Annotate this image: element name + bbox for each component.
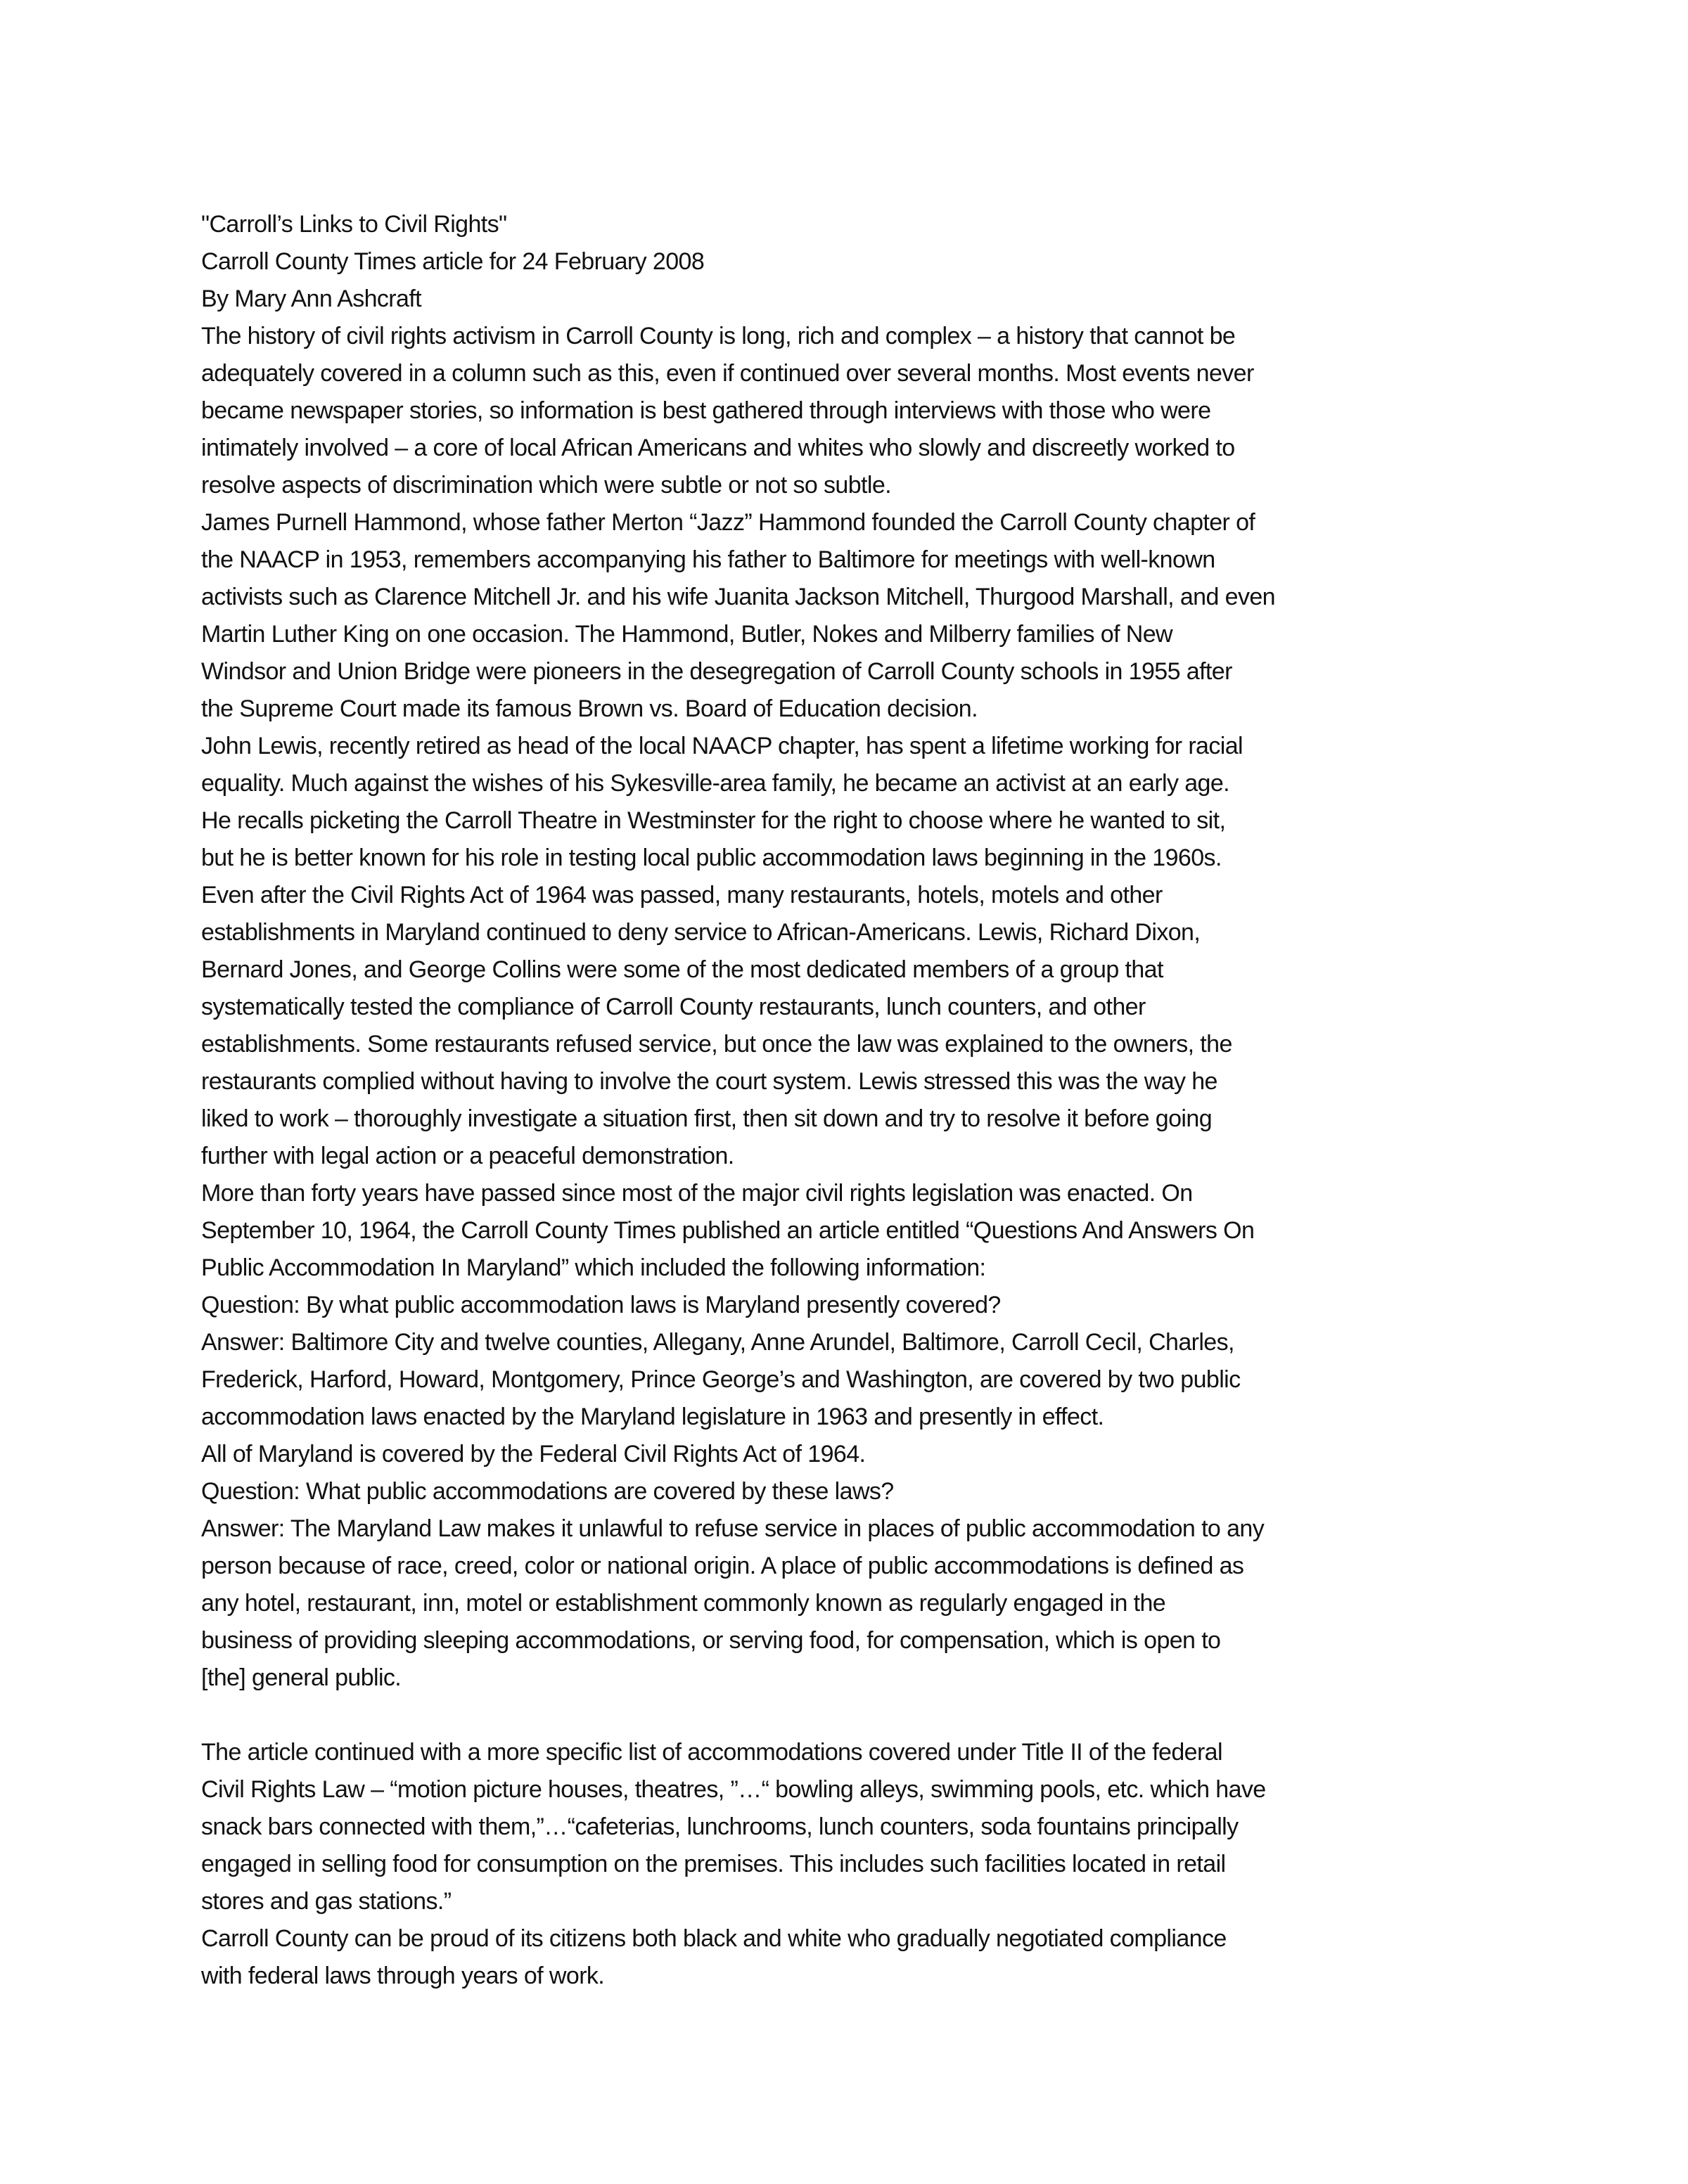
article-source: Carroll County Times article for 24 February 2008 — [201, 248, 705, 275]
text-line: James Purnell Hammond, whose father Merton “Jazz” Hammond founded the Carroll County chapter of — [201, 509, 1255, 536]
text-line: establishments. Some restaurants refused service, but once the law was explained to the owners, the — [201, 1031, 1232, 1058]
text-line: the Supreme Court made its famous Brown vs. Board of Education decision. — [201, 695, 978, 722]
text-line: further with legal action or a peaceful demonstration. — [201, 1143, 734, 1169]
paragraph — [201, 1510, 1537, 1697]
text-line: He recalls picketing the Carroll Theatre in Westminster for the right to choose where he wanted to sit, — [201, 807, 1226, 834]
text-line: the NAACP in 1953, remembers accompanying his father to Baltimore for meetings with well-known — [201, 546, 1215, 573]
paragraph — [201, 1697, 1537, 1734]
text-line: with federal laws through years of work. — [201, 1963, 605, 1989]
article-document — [201, 206, 1537, 1995]
text-line: resolve aspects of discrimination which were subtle or not so subtle. — [201, 472, 891, 499]
text-line: restaurants complied without having to involve the court system. Lewis stressed this was the way he — [201, 1068, 1217, 1095]
text-line: Answer: The Maryland Law makes it unlawful to refuse service in places of public accommodation to any — [201, 1515, 1265, 1542]
paragraph — [201, 1175, 1537, 1287]
paragraph — [201, 1920, 1537, 1995]
text-line: The article continued with a more specific list of accommodations covered under Title II of the federal — [201, 1739, 1222, 1766]
paragraph — [201, 1287, 1537, 1324]
text-line: All of Maryland is covered by the Federal Civil Rights Act of 1964. — [201, 1441, 866, 1467]
text-line: adequately covered in a column such as this, even if continued over several months. Most events never — [201, 360, 1254, 387]
article-body — [201, 318, 1537, 1995]
text-line: systematically tested the compliance of Carroll County restaurants, lunch counters, and other — [201, 994, 1146, 1020]
text-line: Even after the Civil Rights Act of 1964 was passed, many restaurants, hotels, motels and other — [201, 882, 1163, 908]
text-line: Question: By what public accommodation laws is Maryland presently covered? — [201, 1292, 1001, 1318]
text-line: equality. Much against the wishes of his Sykesville-area family, he became an activist at an early age. — [201, 770, 1230, 797]
article-title: "Carroll’s Links to Civil Rights" — [201, 211, 507, 238]
text-line: Frederick, Harford, Howard, Montgomery, Prince George’s and Washington, are covered by two public — [201, 1366, 1241, 1393]
text-line: became newspaper stories, so information is best gathered through interviews with those who were — [201, 397, 1211, 424]
text-line: More than forty years have passed since most of the major civil rights legislation was enacted. On — [201, 1180, 1193, 1207]
text-line: activists such as Clarence Mitchell Jr. and his wife Juanita Jackson Mitchell, Thurgood Marshall, and even — [201, 584, 1275, 610]
text-line: liked to work – thoroughly investigate a situation first, then sit down and try to resolve it before going — [201, 1105, 1212, 1132]
text-line: The history of civil rights activism in Carroll County is long, rich and complex – a history that cannot be — [201, 323, 1236, 349]
article-byline: By Mary Ann Ashcraft — [201, 285, 422, 312]
paragraph — [201, 1473, 1537, 1510]
text-line: stores and gas stations.” — [201, 1888, 452, 1915]
text-line: John Lewis, recently retired as head of the local NAACP chapter, has spent a lifetime working for racial — [201, 733, 1243, 759]
text-line: Question: What public accommodations are covered by these laws? — [201, 1478, 894, 1505]
text-line: Public Accommodation In Maryland” which included the following information: — [201, 1254, 986, 1281]
text-line: [the] general public. — [201, 1664, 402, 1691]
text-line: September 10, 1964, the Carroll County Times published an article entitled “Questions And Answers On — [201, 1217, 1255, 1244]
text-line: any hotel, restaurant, inn, motel or establishment commonly known as regularly engaged in the — [201, 1590, 1166, 1617]
text-line: Windsor and Union Bridge were pioneers in the desegregation of Carroll County schools in 1955 after — [201, 658, 1232, 685]
text-line: engaged in selling food for consumption on the premises. This includes such facilities located in retail — [201, 1851, 1226, 1877]
text-line: business of providing sleeping accommodations, or serving food, for compensation, which is open to — [201, 1627, 1221, 1654]
text-line: Martin Luther King on one occasion. The Hammond, Butler, Nokes and Milberry families of New — [201, 621, 1173, 648]
text-line: intimately involved – a core of local African Americans and whites who slowly and discreetly worked to — [201, 435, 1235, 461]
text-line: establishments in Maryland continued to deny service to African-Americans. Lewis, Richard Dixon, — [201, 919, 1201, 946]
text-line: snack bars connected with them,”…“cafeterias, lunchrooms, lunch counters, soda fountains principally — [201, 1813, 1239, 1840]
paragraph — [201, 318, 1537, 504]
text-line: Answer: Baltimore City and twelve counties, Allegany, Anne Arundel, Baltimore, Carroll Cecil, Charles, — [201, 1329, 1234, 1356]
text-line: Carroll County can be proud of its citizens both black and white who gradually negotiated compliance — [201, 1925, 1227, 1952]
text-line: accommodation laws enacted by the Maryland legislature in 1963 and presently in effect. — [201, 1403, 1104, 1430]
paragraph — [201, 504, 1537, 728]
text-line: Civil Rights Law – “motion picture houses, theatres, ”…“ bowling alleys, swimming pools, etc. which have — [201, 1776, 1266, 1803]
paragraph — [201, 1324, 1537, 1436]
paragraph — [201, 1436, 1537, 1473]
text-line: person because of race, creed, color or national origin. A place of public accommodations is defined as — [201, 1553, 1244, 1579]
paragraph — [201, 728, 1537, 1175]
text-line: Bernard Jones, and George Collins were some of the most dedicated members of a group that — [201, 956, 1163, 983]
text-line: but he is better known for his role in testing local public accommodation laws beginning in the 1960s. — [201, 844, 1222, 871]
paragraph — [201, 1734, 1537, 1920]
